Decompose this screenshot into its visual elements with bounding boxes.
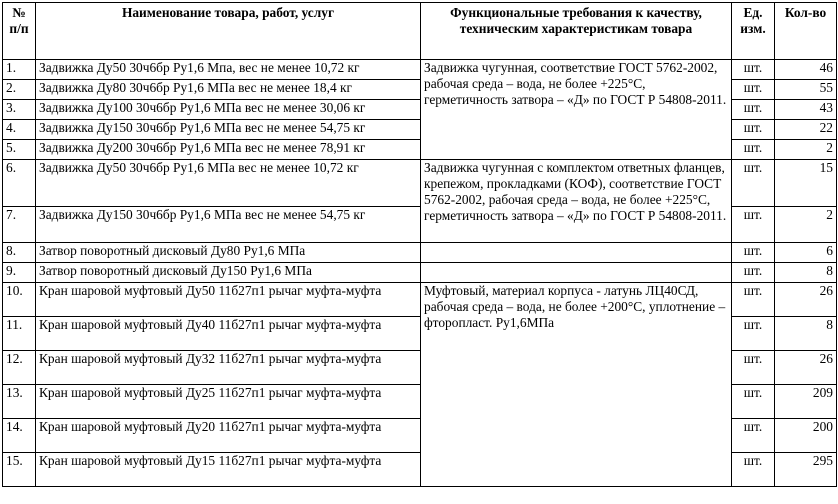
table-row (3, 283, 837, 317)
requirements-cell-empty (421, 243, 732, 263)
row-name: Задвижка Ду100 30ч6бр Ру1,6 МПа вес не менее 30,06 кг (36, 100, 421, 120)
row-unit: шт. (732, 317, 775, 351)
requirements-cell: Задвижка чугунная с комплектом ответных фланцев, крепежом, прокладками (КОФ), соответствие ГОСТ 5762-2002, рабочая среда – вода, не более +225°С, герметичность затвора – «Д» по ГОСТ Р 54808-2011. (421, 160, 732, 243)
row-unit: шт. (732, 453, 775, 487)
row-name: Затвор поворотный дисковый Ду80 Ру1,6 МПа (36, 243, 421, 263)
row-qty: 209 (775, 385, 837, 419)
row-unit: шт. (732, 351, 775, 385)
row-unit: шт. (732, 243, 775, 263)
row-num: 10. (3, 283, 36, 317)
row-num: 8. (3, 243, 36, 263)
header-qty: Кол-во (775, 3, 837, 60)
row-unit: шт. (732, 60, 775, 80)
row-qty: 43 (775, 100, 837, 120)
row-unit: шт. (732, 160, 775, 207)
row-qty: 55 (775, 80, 837, 100)
header-num: № п/п (3, 3, 36, 60)
row-num: 4. (3, 120, 36, 140)
row-num: 13. (3, 385, 36, 419)
row-unit: шт. (732, 283, 775, 317)
row-name: Кран шаровой муфтовый Ду15 11б27п1 рычаг муфта-муфта (36, 453, 421, 487)
row-qty: 46 (775, 60, 837, 80)
row-qty: 2 (775, 140, 837, 160)
row-name: Задвижка Ду50 30ч6бр Ру1,6 МПа вес не менее 10,72 кг (36, 160, 421, 207)
row-qty: 8 (775, 317, 837, 351)
row-qty: 26 (775, 283, 837, 317)
table-row (3, 60, 837, 80)
row-name: Затвор поворотный дисковый Ду150 Ру1,6 МПа (36, 263, 421, 283)
row-name: Кран шаровой муфтовый Ду32 11б27п1 рычаг муфта-муфта (36, 351, 421, 385)
row-unit: шт. (732, 385, 775, 419)
row-num: 7. (3, 207, 36, 243)
requirements-cell-empty (421, 263, 732, 283)
row-num: 5. (3, 140, 36, 160)
row-qty: 200 (775, 419, 837, 453)
row-unit: шт. (732, 263, 775, 283)
row-qty: 26 (775, 351, 837, 385)
row-unit: шт. (732, 120, 775, 140)
row-num: 9. (3, 263, 36, 283)
row-num: 14. (3, 419, 36, 453)
row-name: Задвижка Ду50 30ч6бр Ру1,6 Мпа, вес не менее 10,72 кг (36, 60, 421, 80)
row-num: 1. (3, 60, 36, 80)
row-qty: 2 (775, 207, 837, 243)
requirements-cell: Задвижка чугунная, соответствие ГОСТ 5762-2002, рабочая среда – вода, не более +225°С, герметичность затвора – «Д» по ГОСТ Р 54808-2011. (421, 60, 732, 160)
row-name: Кран шаровой муфтовый Ду20 11б27п1 рычаг муфта-муфта (36, 419, 421, 453)
row-qty: 22 (775, 120, 837, 140)
row-qty: 8 (775, 263, 837, 283)
row-num: 6. (3, 160, 36, 207)
row-qty: 295 (775, 453, 837, 487)
header-requirements: Функциональные требования к качеству, техническим характеристикам товара (421, 3, 732, 60)
header-name: Наименование товара, работ, услуг (36, 3, 421, 60)
row-unit: шт. (732, 207, 775, 243)
row-unit: шт. (732, 100, 775, 120)
row-name: Кран шаровой муфтовый Ду40 11б27п1 рычаг муфта-муфта (36, 317, 421, 351)
row-unit: шт. (732, 80, 775, 100)
row-unit: шт. (732, 140, 775, 160)
requirements-cell: Муфтовый, материал корпуса - латунь ЛЦ40СД, рабочая среда – вода, не более +200°С, уплотнение – фторопласт. Ру1,6МПа (421, 283, 732, 487)
row-qty: 6 (775, 243, 837, 263)
row-num: 3. (3, 100, 36, 120)
row-name: Задвижка Ду150 30ч6бр Ру1,6 МПа вес не менее 54,75 кг (36, 120, 421, 140)
goods-specification-table (2, 2, 837, 487)
table-row (3, 160, 837, 207)
header-row (3, 3, 837, 60)
table-row (3, 243, 837, 263)
row-num: 11. (3, 317, 36, 351)
row-name: Задвижка Ду150 30ч6бр Ру1,6 МПа вес не менее 54,75 кг (36, 207, 421, 243)
row-name: Кран шаровой муфтовый Ду25 11б27п1 рычаг муфта-муфта (36, 385, 421, 419)
row-name: Задвижка Ду200 30ч6бр Ру1,6 МПа вес не менее 78,91 кг (36, 140, 421, 160)
row-num: 12. (3, 351, 36, 385)
row-num: 15. (3, 453, 36, 487)
row-unit: шт. (732, 419, 775, 453)
header-unit: Ед. изм. (732, 3, 775, 60)
row-num: 2. (3, 80, 36, 100)
table-row (3, 263, 837, 283)
row-name: Кран шаровой муфтовый Ду50 11б27п1 рычаг муфта-муфта (36, 283, 421, 317)
row-qty: 15 (775, 160, 837, 207)
row-name: Задвижка Ду80 30ч6бр Ру1,6 МПа вес не менее 18,4 кг (36, 80, 421, 100)
